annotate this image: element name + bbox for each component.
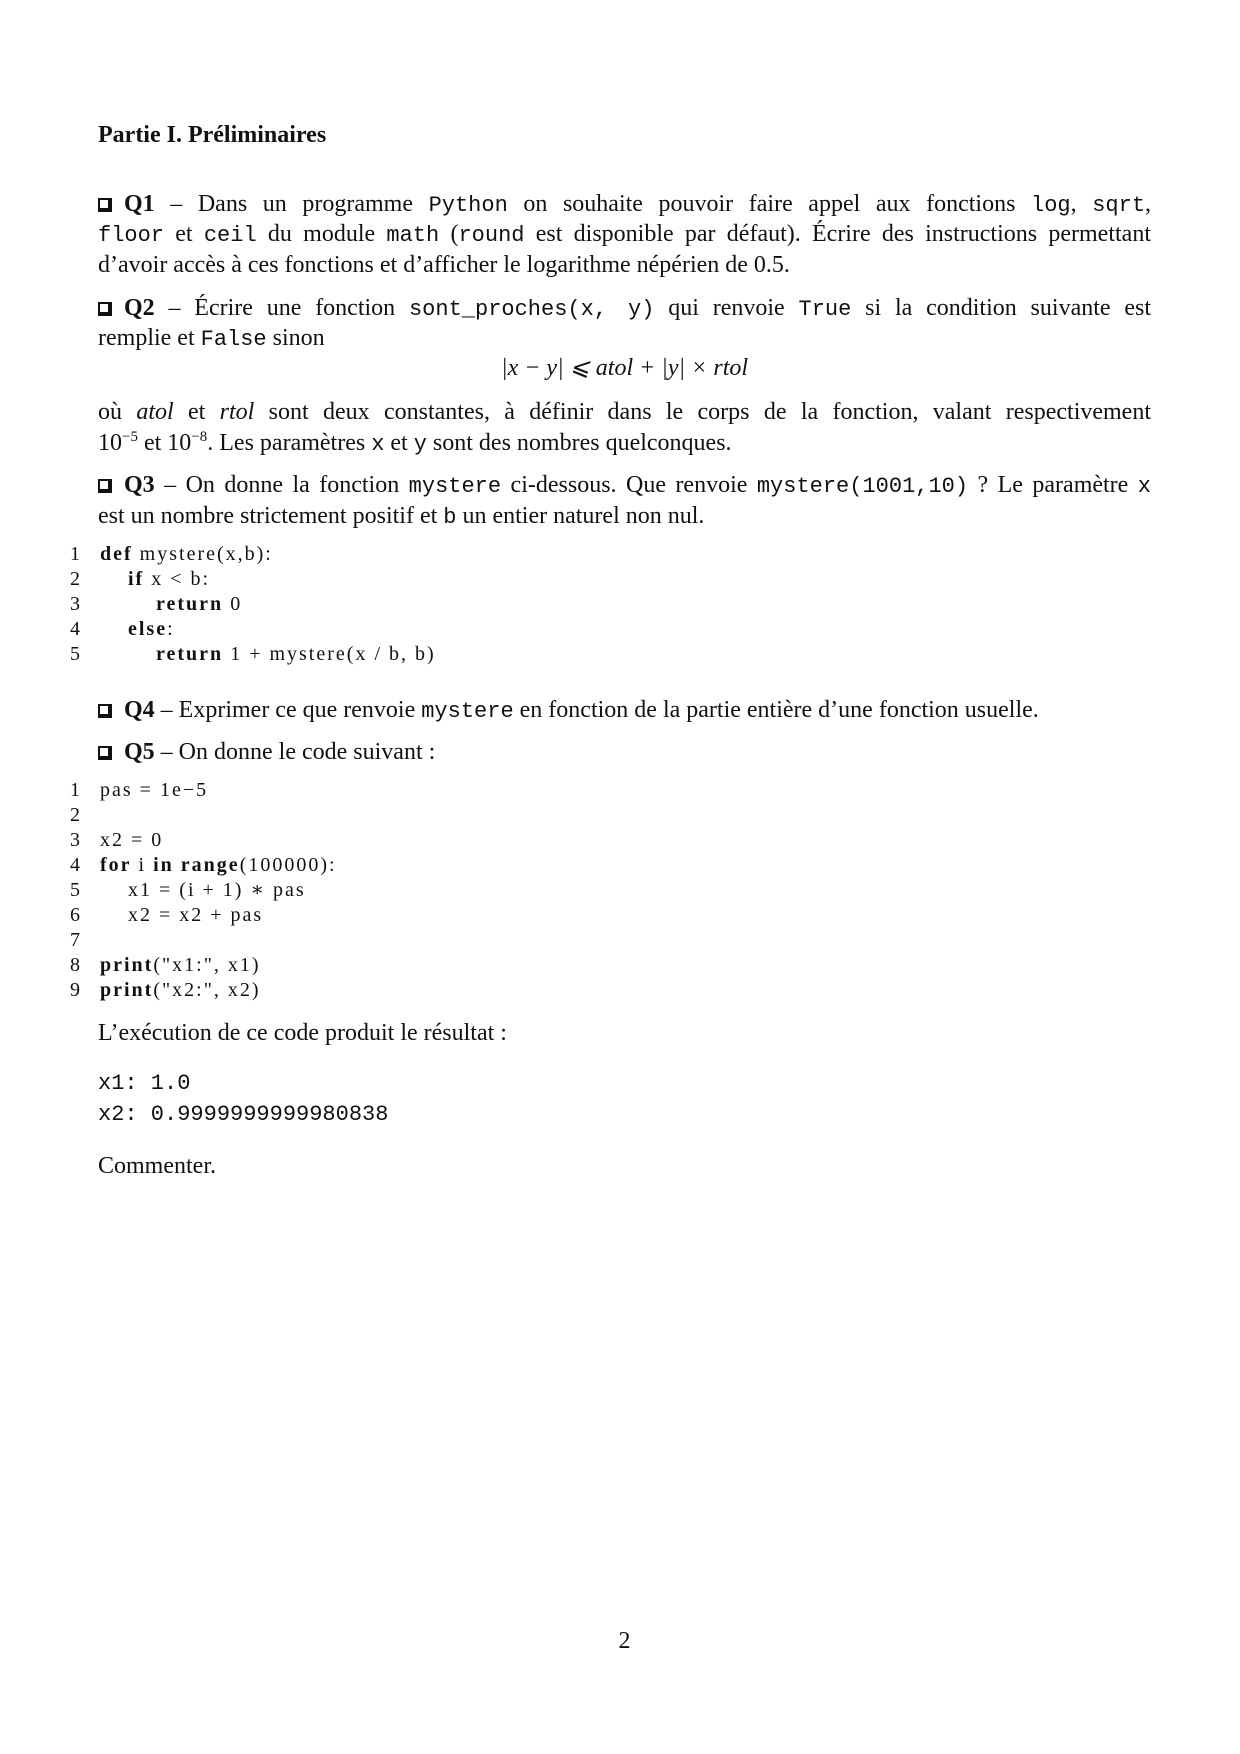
- code: y: [413, 432, 427, 457]
- line-number: 6: [70, 904, 80, 926]
- text: ,: [1145, 191, 1152, 217]
- line-number: 8: [70, 954, 80, 976]
- code: x: [371, 432, 385, 457]
- q2-line-1: [98, 293, 1151, 325]
- code-line: 2 if x < b:: [70, 568, 211, 590]
- q5-label: Q5: [124, 739, 155, 765]
- code: math: [386, 223, 440, 248]
- checkbox-icon: [98, 479, 112, 493]
- code: log: [1031, 193, 1071, 218]
- section-title: Partie I. Préliminaires: [98, 122, 327, 148]
- text: où: [98, 399, 137, 425]
- text: remplie et: [98, 325, 201, 351]
- q4-line: [98, 695, 1151, 727]
- checkbox-icon: [98, 704, 112, 718]
- code-line: 9 print("x2:", x2): [70, 979, 261, 1001]
- exponent: −8: [191, 429, 208, 445]
- code-listing-q5: [70, 778, 337, 1003]
- text: et: [173, 399, 220, 425]
- line-number: 9: [70, 979, 80, 1001]
- code: True: [798, 297, 852, 322]
- code: ceil: [203, 223, 257, 248]
- text: du module: [256, 221, 387, 247]
- line-number: 2: [70, 568, 80, 590]
- text: et: [384, 430, 414, 456]
- text: sont des nombres quelconques.: [426, 430, 732, 456]
- text: – Écrire une fonction: [168, 295, 409, 321]
- text: est un nombre strictement positif et: [98, 503, 444, 529]
- code-line: [70, 928, 337, 953]
- line-number: 1: [70, 779, 80, 801]
- code: Python: [428, 193, 508, 218]
- text: – On donne la fonction: [164, 472, 409, 498]
- text: sont deux constantes, à définir dans le corps de la fonction, valant respectivement: [254, 399, 1151, 425]
- code: sqrt: [1092, 193, 1146, 218]
- text: – Dans un programme: [170, 191, 429, 217]
- q2-label: Q2: [124, 295, 155, 321]
- text: rtol: [219, 399, 255, 425]
- text: en fonction de la partie entière d’une fonction usuelle.: [513, 697, 1039, 723]
- text: est disponible par défaut). Écrire des instructions permettant: [524, 221, 1151, 247]
- line-number: 3: [70, 593, 80, 615]
- keyword: else: [128, 618, 168, 640]
- q3-label: Q3: [124, 472, 155, 498]
- code: floor: [98, 223, 165, 248]
- q1-line-2: [98, 219, 1151, 251]
- code: x: [1137, 474, 1151, 499]
- output-line-1: x1: 1.0: [98, 1071, 191, 1096]
- text: atol: [136, 399, 174, 425]
- exponent: −5: [122, 429, 138, 445]
- text: un entier naturel non nul.: [456, 503, 705, 529]
- line-number: 1: [70, 543, 80, 565]
- q3-line-2: [98, 501, 1151, 533]
- line-number: 3: [70, 829, 80, 851]
- code: round: [458, 223, 525, 248]
- text: et 10: [137, 430, 192, 456]
- q4-label: Q4: [124, 697, 155, 723]
- code-line: 4 else:: [70, 618, 175, 640]
- q2-line-2: [98, 323, 1151, 355]
- line-number: 5: [70, 879, 80, 901]
- code-line: 8 print("x1:", x1): [70, 954, 261, 976]
- text: ci-dessous. Que renvoie: [501, 472, 757, 498]
- q2-line-4: [98, 428, 1151, 460]
- q2-line-3: [98, 397, 1151, 427]
- comment-prompt: Commenter.: [98, 1153, 216, 1179]
- text: . Les paramètres: [207, 430, 372, 456]
- q3-line-1: [98, 470, 1151, 502]
- keyword: if: [128, 568, 145, 590]
- text: qui renvoie: [654, 295, 799, 321]
- code-listing-mystere: [70, 542, 436, 667]
- text: on souhaite pouvoir faire appel aux fonctions: [507, 191, 1032, 217]
- code-line: [70, 803, 337, 828]
- checkbox-icon: [98, 198, 112, 212]
- code-line: 1 pas = 1e−5: [70, 779, 209, 801]
- code-line: 3 x2 = 0: [70, 829, 164, 851]
- code: mystere(1001,10): [756, 474, 969, 499]
- formula: |x − y| ⩽ atol + |y| × rtol: [500, 355, 749, 381]
- code-line: 1 def mystere(x,b):: [70, 543, 273, 565]
- text: si la condition suivante est: [851, 295, 1152, 321]
- text: – On donne le code suivant :: [160, 739, 436, 765]
- code-line: 4 for i in range(100000):: [70, 854, 337, 876]
- text: sinon: [266, 325, 325, 351]
- line-number: 4: [70, 618, 80, 640]
- output-line-2: x2: 0.9999999999980838: [98, 1102, 389, 1127]
- q1-line-3: d’avoir accès à ces fonctions et d’afficher le logarithme népérien de 0.5.: [98, 252, 790, 278]
- line-number: 5: [70, 643, 80, 665]
- code: mystere: [408, 474, 502, 499]
- keyword: return: [156, 643, 224, 665]
- code: False: [200, 327, 267, 352]
- line-number: 7: [70, 929, 80, 951]
- checkbox-icon: [98, 746, 112, 760]
- line-number: 2: [70, 804, 80, 826]
- text: et: [164, 221, 204, 247]
- result-intro: L’exécution de ce code produit le résultat :: [98, 1020, 507, 1046]
- code-line: 5 x1 = (i + 1) ∗ pas: [70, 879, 306, 901]
- q5-line: [98, 737, 1151, 767]
- checkbox-icon: [98, 302, 112, 316]
- text: ? Le paramètre: [968, 472, 1138, 498]
- text: 10: [98, 430, 122, 456]
- code-line: 3 return 0: [70, 593, 243, 615]
- code-line: 6 x2 = x2 + pas: [70, 904, 264, 926]
- text: ,: [1070, 191, 1093, 217]
- text: – Exprimer ce que renvoie: [160, 697, 422, 723]
- line-number: 4: [70, 854, 80, 876]
- keyword: def: [100, 543, 133, 565]
- q1-line-1: [98, 189, 1151, 221]
- code: sont_proches(x, y): [408, 297, 655, 322]
- code: b: [443, 505, 457, 530]
- code: mystere: [421, 699, 514, 724]
- keyword: return: [156, 593, 224, 615]
- page-number: 2: [618, 1628, 631, 1654]
- text: (: [439, 221, 459, 247]
- code-line: 5 return 1 + mystere(x / b, b): [70, 643, 436, 665]
- q1-label: Q1: [124, 191, 155, 217]
